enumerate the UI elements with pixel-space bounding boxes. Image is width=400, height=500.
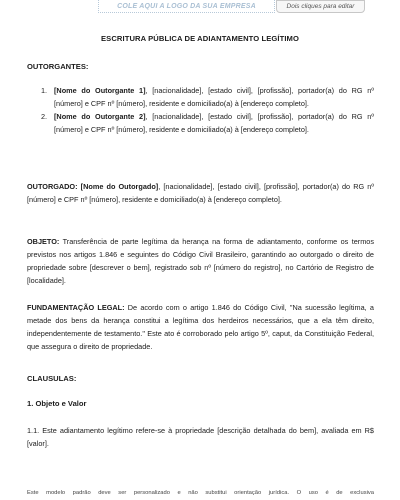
- clausula-paragraph: 1.1. Este adiantamento legítimo refere-se à propriedade [descrição detalhada do bem], avaliada em R$ [valor].: [27, 426, 374, 448]
- outorgado-paragraph: [27, 180, 374, 206]
- outorgante-details: , [nacionalidade], [estado civil], [profissão], portador(a) do RG nº [número] e CPF nº [número], residente e domiciliado(a) à [endereço completo].: [54, 112, 374, 134]
- outorgante-details: , [nacionalidade], [estado civil], [profissão], portador(a) do RG nº [número] e CPF nº [número], residente e domiciliado(a) à [endereço completo].: [54, 86, 374, 108]
- objeto-label: OBJETO:: [27, 237, 60, 246]
- fundamentacao-label: FUNDAMENTAÇÃO LEGAL:: [27, 303, 125, 312]
- clausulas-heading: CLAUSULAS:: [27, 374, 77, 383]
- objeto-text: Transferência de parte legítima da herança na forma de adiantamento, conforme os termos previstos nos artigos 1.846 e seguintes do Código Civil Brasileiro, garantindo ao outorgado o direito de propriedade sobre [descrever o bem], registrado sob nº [número do registro], no Cartório de Registro de [localidade].: [27, 237, 374, 285]
- document-title: ESCRITURA PÚBLICA DE ADIANTAMENTO LEGÍTIMO: [101, 34, 299, 43]
- outorgantes-heading: OUTORGANTES:: [27, 62, 89, 71]
- objeto-paragraph: [27, 235, 374, 287]
- list-number: 1.: [41, 86, 48, 95]
- footer-disclaimer: Este modelo padrão deve ser personalizado e não substitui orientação jurídica. O uso é de exclusiva: [27, 490, 374, 496]
- outorgante-name: [Nome do Outorgante 1]: [54, 86, 146, 95]
- outorgante-item: [27, 110, 374, 136]
- outorgante-name: [Nome do Outorgante 2]: [54, 112, 146, 121]
- fundamentacao-paragraph: [27, 301, 374, 353]
- edit-button[interactable]: Dois cliques para editar: [276, 0, 365, 13]
- outorgado-name: [Nome do Outorgado]: [80, 182, 159, 191]
- outorgado-label: OUTORGADO:: [27, 182, 78, 191]
- outorgante-item: [27, 84, 374, 110]
- fundamentacao-text: De acordo com o artigo 1.846 do Código Civil, "Na sucessão legítima, a metade dos bens da herança constitui a legítima dos herdeiros necessários, que a ela têm direito, independentemente de testamento." Este ato é corroborado pelo artigo 5º, caput, da Constituição Federal, que assegura o direito de propriedade.: [27, 303, 374, 351]
- list-number: 2.: [41, 112, 48, 121]
- outorgantes-list: [27, 84, 374, 136]
- logo-placeholder[interactable]: COLE AQUI A LOGO DA SUA EMPRESA: [98, 0, 275, 13]
- clausula-heading: 1. Objeto e Valor: [27, 399, 87, 408]
- outorgado-details: , [nacionalidade], [estado civil], [profissão], portador(a) do RG nº [número] e CPF nº [número], residente e domiciliado(a) à [endereço completo].: [27, 182, 374, 204]
